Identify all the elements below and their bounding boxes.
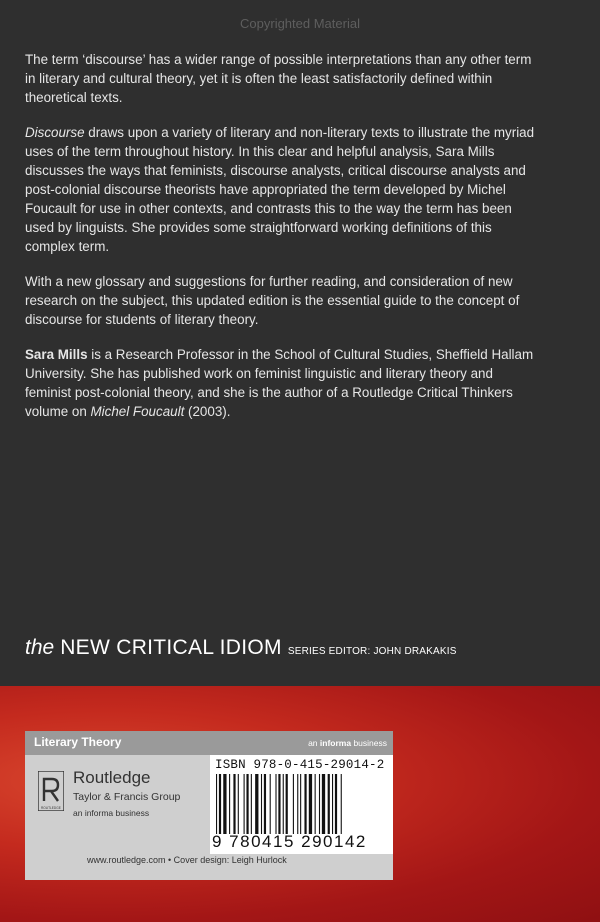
barcode-bar [283, 774, 284, 834]
barcode-bar [278, 774, 280, 834]
barcode-bar [244, 774, 245, 834]
barcode-bar [328, 774, 330, 834]
category-label: Literary Theory [34, 735, 122, 749]
barcode-bar [233, 774, 235, 834]
blurb-paragraph-2 [25, 123, 540, 256]
barcode-bar [270, 774, 271, 834]
author-bio-end: (2003). [184, 404, 231, 419]
foucault-title: Michel Foucault [90, 404, 185, 419]
series-name: NEW CRITICAL IDIOM [60, 636, 282, 659]
barcode-bar [322, 774, 325, 834]
barcode-bar [246, 774, 248, 834]
barcode-bar [300, 774, 301, 834]
barcode-bar [293, 774, 294, 834]
barcode-bar [319, 774, 320, 834]
barcode-digits: 9 780415 290142 [212, 832, 367, 851]
routledge-logo-icon [38, 771, 64, 811]
barcode-bar [216, 774, 217, 834]
blurb-paragraph-1: The term ‘discourse’ has a wider range of possible interpretations than any other term in literary and cultural theory, yet it is often the least satisfactorily defined within theoretical texts. [25, 52, 532, 105]
isbn-text: ISBN 978-0-415-29014-2 [215, 758, 385, 772]
series-editor: SERIES EDITOR: JOHN DRAKAKIS [287, 646, 457, 657]
informa-suffix: business [351, 738, 387, 748]
series-title [25, 636, 457, 660]
barcode-bar [219, 774, 221, 834]
barcode-bar [315, 774, 316, 834]
blurb-paragraph-3: With a new glossary and suggestions for further reading, and consideration of new research on the subject, this updated edition is the essential guide to the concept of discourse for students of literary theory. [25, 274, 520, 327]
barcode-bar [275, 774, 276, 834]
author-bio-text: is a Research Professor in the School of Cultural Studies, Sheffield Hallam University. She has published work on feminist linguistic and literary theory and feminist post-colonial theory, and she is the author of a Routledge Critical Thinkers volume on [25, 347, 534, 419]
barcode-bar [309, 774, 312, 834]
publisher-group: Taylor & Francis Group [73, 791, 181, 803]
panel-header-bar [25, 731, 393, 755]
barcode-bar [229, 774, 230, 834]
copyright-watermark: Copyrighted Material [240, 16, 360, 31]
barcode-bar [264, 774, 266, 834]
barcode-bar [261, 774, 262, 834]
blurb-paragraph-2-text: draws upon a variety of literary and non-literary texts to illustrate the myriad uses of the term throughout history. In this clear and helpful analysis, Sara Mills discusses the ways that feminists, discourse analysts, critical discourse analysts and post-colonial discourse theorists have appropriated the term developed by Michel Foucault for use in other contexts, and contrasts this to the way the term has been used by linguists. She provides some straightforward working definitions of this complex term. [25, 125, 535, 254]
barcode [210, 755, 393, 854]
barcode-bars [214, 774, 389, 834]
series-the: the [25, 636, 55, 659]
informa-prefix: an [308, 738, 320, 748]
panel-footer: www.routledge.com • Cover design: Leigh Hurlock [87, 855, 287, 865]
svg-text:ROUTLEDGE: ROUTLEDGE [41, 806, 61, 810]
barcode-bar [255, 774, 258, 834]
author-name: Sara Mills [25, 347, 88, 362]
barcode-bar [251, 774, 252, 834]
barcode-bar [304, 774, 306, 834]
barcode-bar [297, 774, 298, 834]
barcode-bar [223, 774, 226, 834]
informa-small-text: an informa business [73, 808, 150, 818]
barcode-bar [335, 774, 337, 834]
informa-bold: informa [319, 738, 352, 748]
author-bio [25, 345, 540, 421]
publisher-panel [25, 731, 393, 880]
barcode-bar [332, 774, 333, 834]
barcode-bar [238, 774, 239, 834]
informa-tagline [308, 738, 387, 748]
back-cover-blurb [25, 50, 540, 437]
publisher-name: Routledge [73, 768, 151, 787]
book-title-italic: Discourse [25, 125, 85, 140]
barcode-bar [286, 774, 288, 834]
barcode-bar [341, 774, 342, 834]
